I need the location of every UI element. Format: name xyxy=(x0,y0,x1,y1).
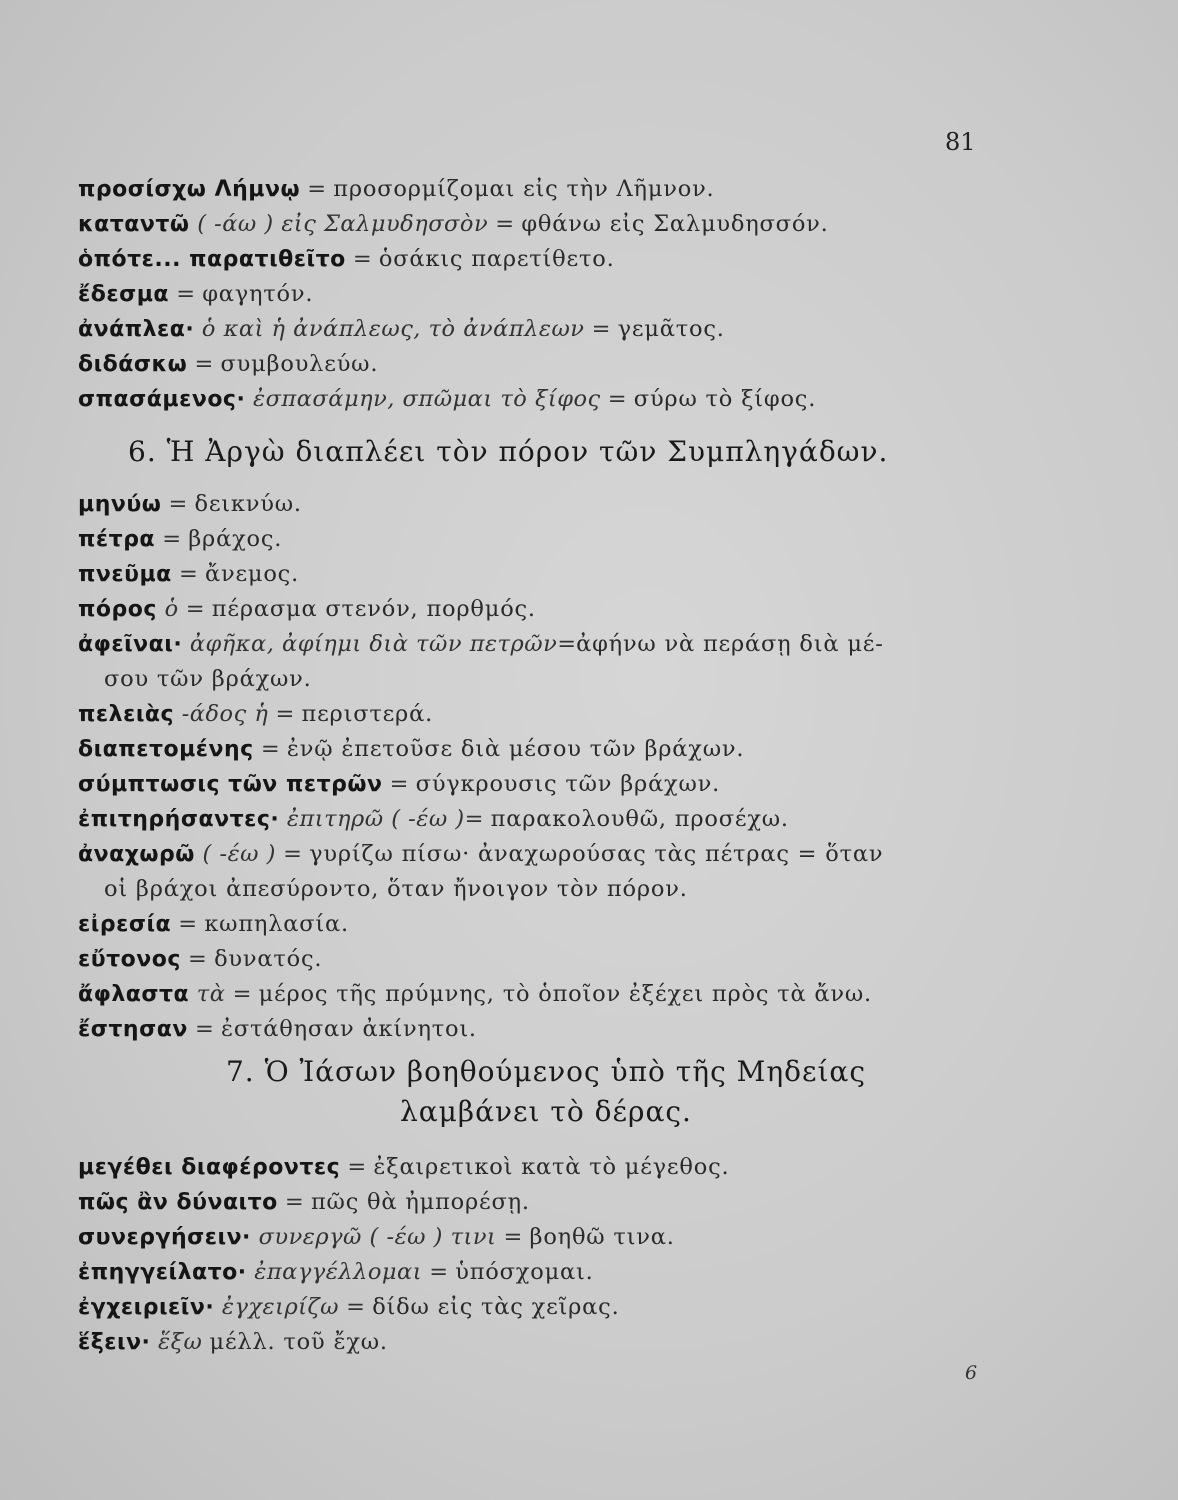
entry-separator xyxy=(202,1329,209,1355)
entry-definition: δυνατός. xyxy=(214,946,323,972)
entry-definition: βοηθῶ τινα. xyxy=(529,1224,675,1250)
entry-separator: = xyxy=(225,981,259,1007)
entry-definition: κωπηλασία. xyxy=(204,911,349,937)
entry-grammar-note: ἀφῆκα, ἀφίημι διὰ τῶν πετρῶν xyxy=(182,631,558,657)
entry-separator: = xyxy=(600,386,634,412)
entry-separator: = xyxy=(275,841,310,867)
entry-term: σπασάμενος· xyxy=(78,387,246,412)
entry-term: σύμπτωσις τῶν πετρῶν xyxy=(78,772,383,797)
entry-separator: = xyxy=(187,1016,221,1042)
glossary-entry xyxy=(0,837,1178,907)
entry-grammar-note: ὁ xyxy=(156,596,179,622)
entry-separator: = xyxy=(339,1294,373,1320)
section-heading-7-line-1: 7. Ὁ Ἰάσων βοηθούμενος ὑπὸ τῆς Μηδείας xyxy=(225,1055,867,1088)
page-number: 81 xyxy=(945,128,976,156)
entry-definition: σύγκρουσις τῶν βράχων. xyxy=(415,771,721,797)
entry-term: ὁπότε... παρατιθεῖτο xyxy=(78,247,346,272)
section-heading-7-line-2: λαμβάνει τὸ δέρας. xyxy=(400,1095,692,1128)
glossary-entry xyxy=(0,907,1178,942)
glossary-entry xyxy=(0,522,1178,557)
entry-definition: συμβουλεύω. xyxy=(220,351,379,377)
entry-grammar-note: -άδος ἡ xyxy=(174,701,269,727)
entry-continuation: οἱ βράχοι ἀπεσύροντο, ὅταν ἤνοιγον τὸν πόρον. xyxy=(104,876,688,902)
entry-separator: = xyxy=(464,806,491,832)
entry-separator: = xyxy=(496,1224,530,1250)
entry-separator: = xyxy=(488,211,522,237)
glossary-entry xyxy=(0,1185,1178,1220)
entry-term: πνεῦμα xyxy=(78,562,172,587)
entry-grammar-note: ἐπαγγέλλομαι xyxy=(246,1259,423,1285)
entry-separator: = xyxy=(268,701,302,727)
entry-grammar-note: ἐσπασάμην, σπῶμαι τὸ ξίφος xyxy=(245,386,601,412)
entry-definition: βράχος. xyxy=(188,526,283,552)
glossary-entry xyxy=(0,1290,1178,1325)
entry-term: ἕξειν· xyxy=(78,1330,151,1355)
entry-term: πελειὰς xyxy=(78,702,175,727)
entry-term: ἐπηγγείλατο· xyxy=(78,1260,247,1285)
glossary-entry xyxy=(0,627,1178,697)
entry-separator: = xyxy=(277,1189,311,1215)
entry-definition: πέρασμα στενόν, πορθμός. xyxy=(211,596,536,622)
entry-separator: = xyxy=(253,736,287,762)
glossary-entry xyxy=(0,172,1178,207)
glossary-entry xyxy=(0,487,1178,522)
glossary-entry xyxy=(0,277,1178,312)
entry-grammar-note: ἐπιτηρῶ ( -έω ) xyxy=(279,806,465,832)
glossary-entry xyxy=(0,1325,1178,1360)
entry-definition: ὑπόσχομαι. xyxy=(455,1259,594,1285)
entry-term: διδάσκω xyxy=(78,352,188,377)
entry-definition: δίδω εἰς τὰς χεῖρας. xyxy=(372,1294,620,1320)
glossary-entry xyxy=(0,697,1178,732)
glossary-entry xyxy=(0,1220,1178,1255)
entry-term: εὔτονος xyxy=(78,947,181,972)
entry-separator: = xyxy=(187,351,221,377)
entry-definition: πῶς θὰ ἠμπορέσῃ. xyxy=(310,1189,530,1215)
entry-separator: = xyxy=(155,526,189,552)
entry-definition: ὁσάκις παρετίθετο. xyxy=(378,246,615,272)
entry-separator: = xyxy=(171,561,205,587)
entry-separator: = xyxy=(161,491,195,517)
entry-term: πῶς ἂν δύναιτο xyxy=(78,1190,278,1215)
entry-term: ἀναχωρῶ xyxy=(78,842,195,867)
glossary-entry xyxy=(0,592,1178,627)
entry-definition: προσορμίζομαι εἰς τὴν Λῆμνον. xyxy=(333,176,715,202)
entry-term: καταντῶ xyxy=(78,212,190,237)
entry-term: ἄφλαστα xyxy=(78,982,190,1007)
entry-grammar-note: τὰ xyxy=(189,981,226,1007)
glossary-entry xyxy=(0,242,1178,277)
entry-grammar-note: ( -έω ) xyxy=(194,841,276,867)
glossary-entry xyxy=(0,1255,1178,1290)
entry-term: πέτρα xyxy=(78,527,156,552)
entry-separator: = xyxy=(422,1259,456,1285)
entry-term: πόρος xyxy=(78,597,157,622)
entry-definition: ἀφήνω νὰ περάσῃ διὰ μέ- xyxy=(576,631,884,657)
entry-separator: = xyxy=(169,281,203,307)
entry-grammar-note: ( -άω ) εἰς Σαλμυδησσὸν xyxy=(189,211,489,237)
entry-separator: = xyxy=(557,631,577,657)
glossary-entry xyxy=(0,732,1178,767)
entry-separator: = xyxy=(171,911,205,937)
entry-definition: ἐξαιρετικοὶ κατὰ τὸ μέγεθος. xyxy=(373,1154,730,1180)
glossary-entry xyxy=(0,347,1178,382)
section-heading-7 xyxy=(196,1052,896,1132)
entry-separator: = xyxy=(180,946,215,972)
entry-definition: σύρω τὸ ξίφος. xyxy=(633,386,817,412)
glossary-entry xyxy=(0,382,1178,417)
entry-term: ἀφεῖναι· xyxy=(78,632,183,657)
entry-term: συνεργήσειν· xyxy=(78,1225,251,1250)
entry-term: ἐγχειριεῖν· xyxy=(78,1295,215,1320)
entry-term: ἔστησαν xyxy=(78,1017,188,1042)
entry-grammar-note: ὁ καὶ ἡ ἀνάπλεως, τὸ ἀνάπλεων xyxy=(194,316,585,342)
entry-grammar-note: ἐγχειρίζω xyxy=(214,1294,340,1320)
entry-term: ἐπιτηρήσαντες· xyxy=(78,807,280,832)
glossary-entry xyxy=(0,942,1178,977)
glossary-entry xyxy=(0,207,1178,242)
entry-separator: = xyxy=(382,771,416,797)
entry-separator: = xyxy=(345,246,379,272)
glossary-section-2 xyxy=(0,487,1178,1047)
entry-term: ἀνάπλεα· xyxy=(78,317,195,342)
entry-term: εἰρεσία xyxy=(78,912,172,937)
entry-term: προσίσχω Λήμνῳ xyxy=(78,177,301,202)
glossary-entry xyxy=(0,1012,1178,1047)
glossary-entry xyxy=(0,977,1178,1012)
entry-definition: ἐνῷ ἐπετοῦσε διὰ μέσου τῶν βράχων. xyxy=(286,736,745,762)
glossary-entry xyxy=(0,802,1178,837)
entry-definition: περιστερά. xyxy=(301,701,434,727)
entry-definition: ἄνεμος. xyxy=(204,561,300,587)
section-heading-6: 6. Ἡ Ἀργὼ διαπλέει τὸν πόρον τῶν Συμπληγάδων. xyxy=(128,435,889,468)
entry-definition: παρακολουθῶ, προσέχω. xyxy=(490,806,789,832)
glossary-entry xyxy=(0,767,1178,802)
entry-separator: = xyxy=(584,316,618,342)
glossary-section-3 xyxy=(0,1150,1178,1360)
entry-definition: φθάνω εἰς Σαλμυδησσόν. xyxy=(521,211,829,237)
entry-continuation: σου τῶν βράχων. xyxy=(104,666,312,692)
entry-separator: = xyxy=(178,596,212,622)
glossary-entry xyxy=(0,1150,1178,1185)
entry-definition: γυρίζω πίσω· ἀναχωρούσας τὰς πέτρας = ὅταν xyxy=(309,841,884,867)
entry-definition: μέρος τῆς πρύμνης, τὸ ὁποῖον ἐξέχει πρὸς τὰ ἄνω. xyxy=(258,981,872,1007)
entry-definition: φαγητόν. xyxy=(202,281,314,307)
entry-definition: δεικνύω. xyxy=(194,491,302,517)
entry-grammar-note: ἕξω xyxy=(150,1329,203,1355)
entry-separator: = xyxy=(300,176,334,202)
entry-definition: ἐστάθησαν ἀκίνητοι. xyxy=(221,1016,477,1042)
entry-term: ἔδεσμα xyxy=(78,282,170,307)
glossary-entry xyxy=(0,557,1178,592)
entry-term: μηνύω xyxy=(78,492,162,517)
entry-separator: = xyxy=(340,1154,374,1180)
entry-grammar-note: συνεργῶ ( -έω ) τινι xyxy=(250,1224,497,1250)
glossary-entry xyxy=(0,312,1178,347)
glossary-section-1 xyxy=(0,172,1178,417)
entry-definition: γεμᾶτος. xyxy=(617,316,725,342)
entry-term: διαπετομένης xyxy=(78,737,254,762)
entry-term: μεγέθει διαφέροντες xyxy=(78,1155,341,1180)
signature-number: 6 xyxy=(965,1362,978,1384)
entry-definition: μέλλ. τοῦ ἔχω. xyxy=(209,1329,388,1355)
